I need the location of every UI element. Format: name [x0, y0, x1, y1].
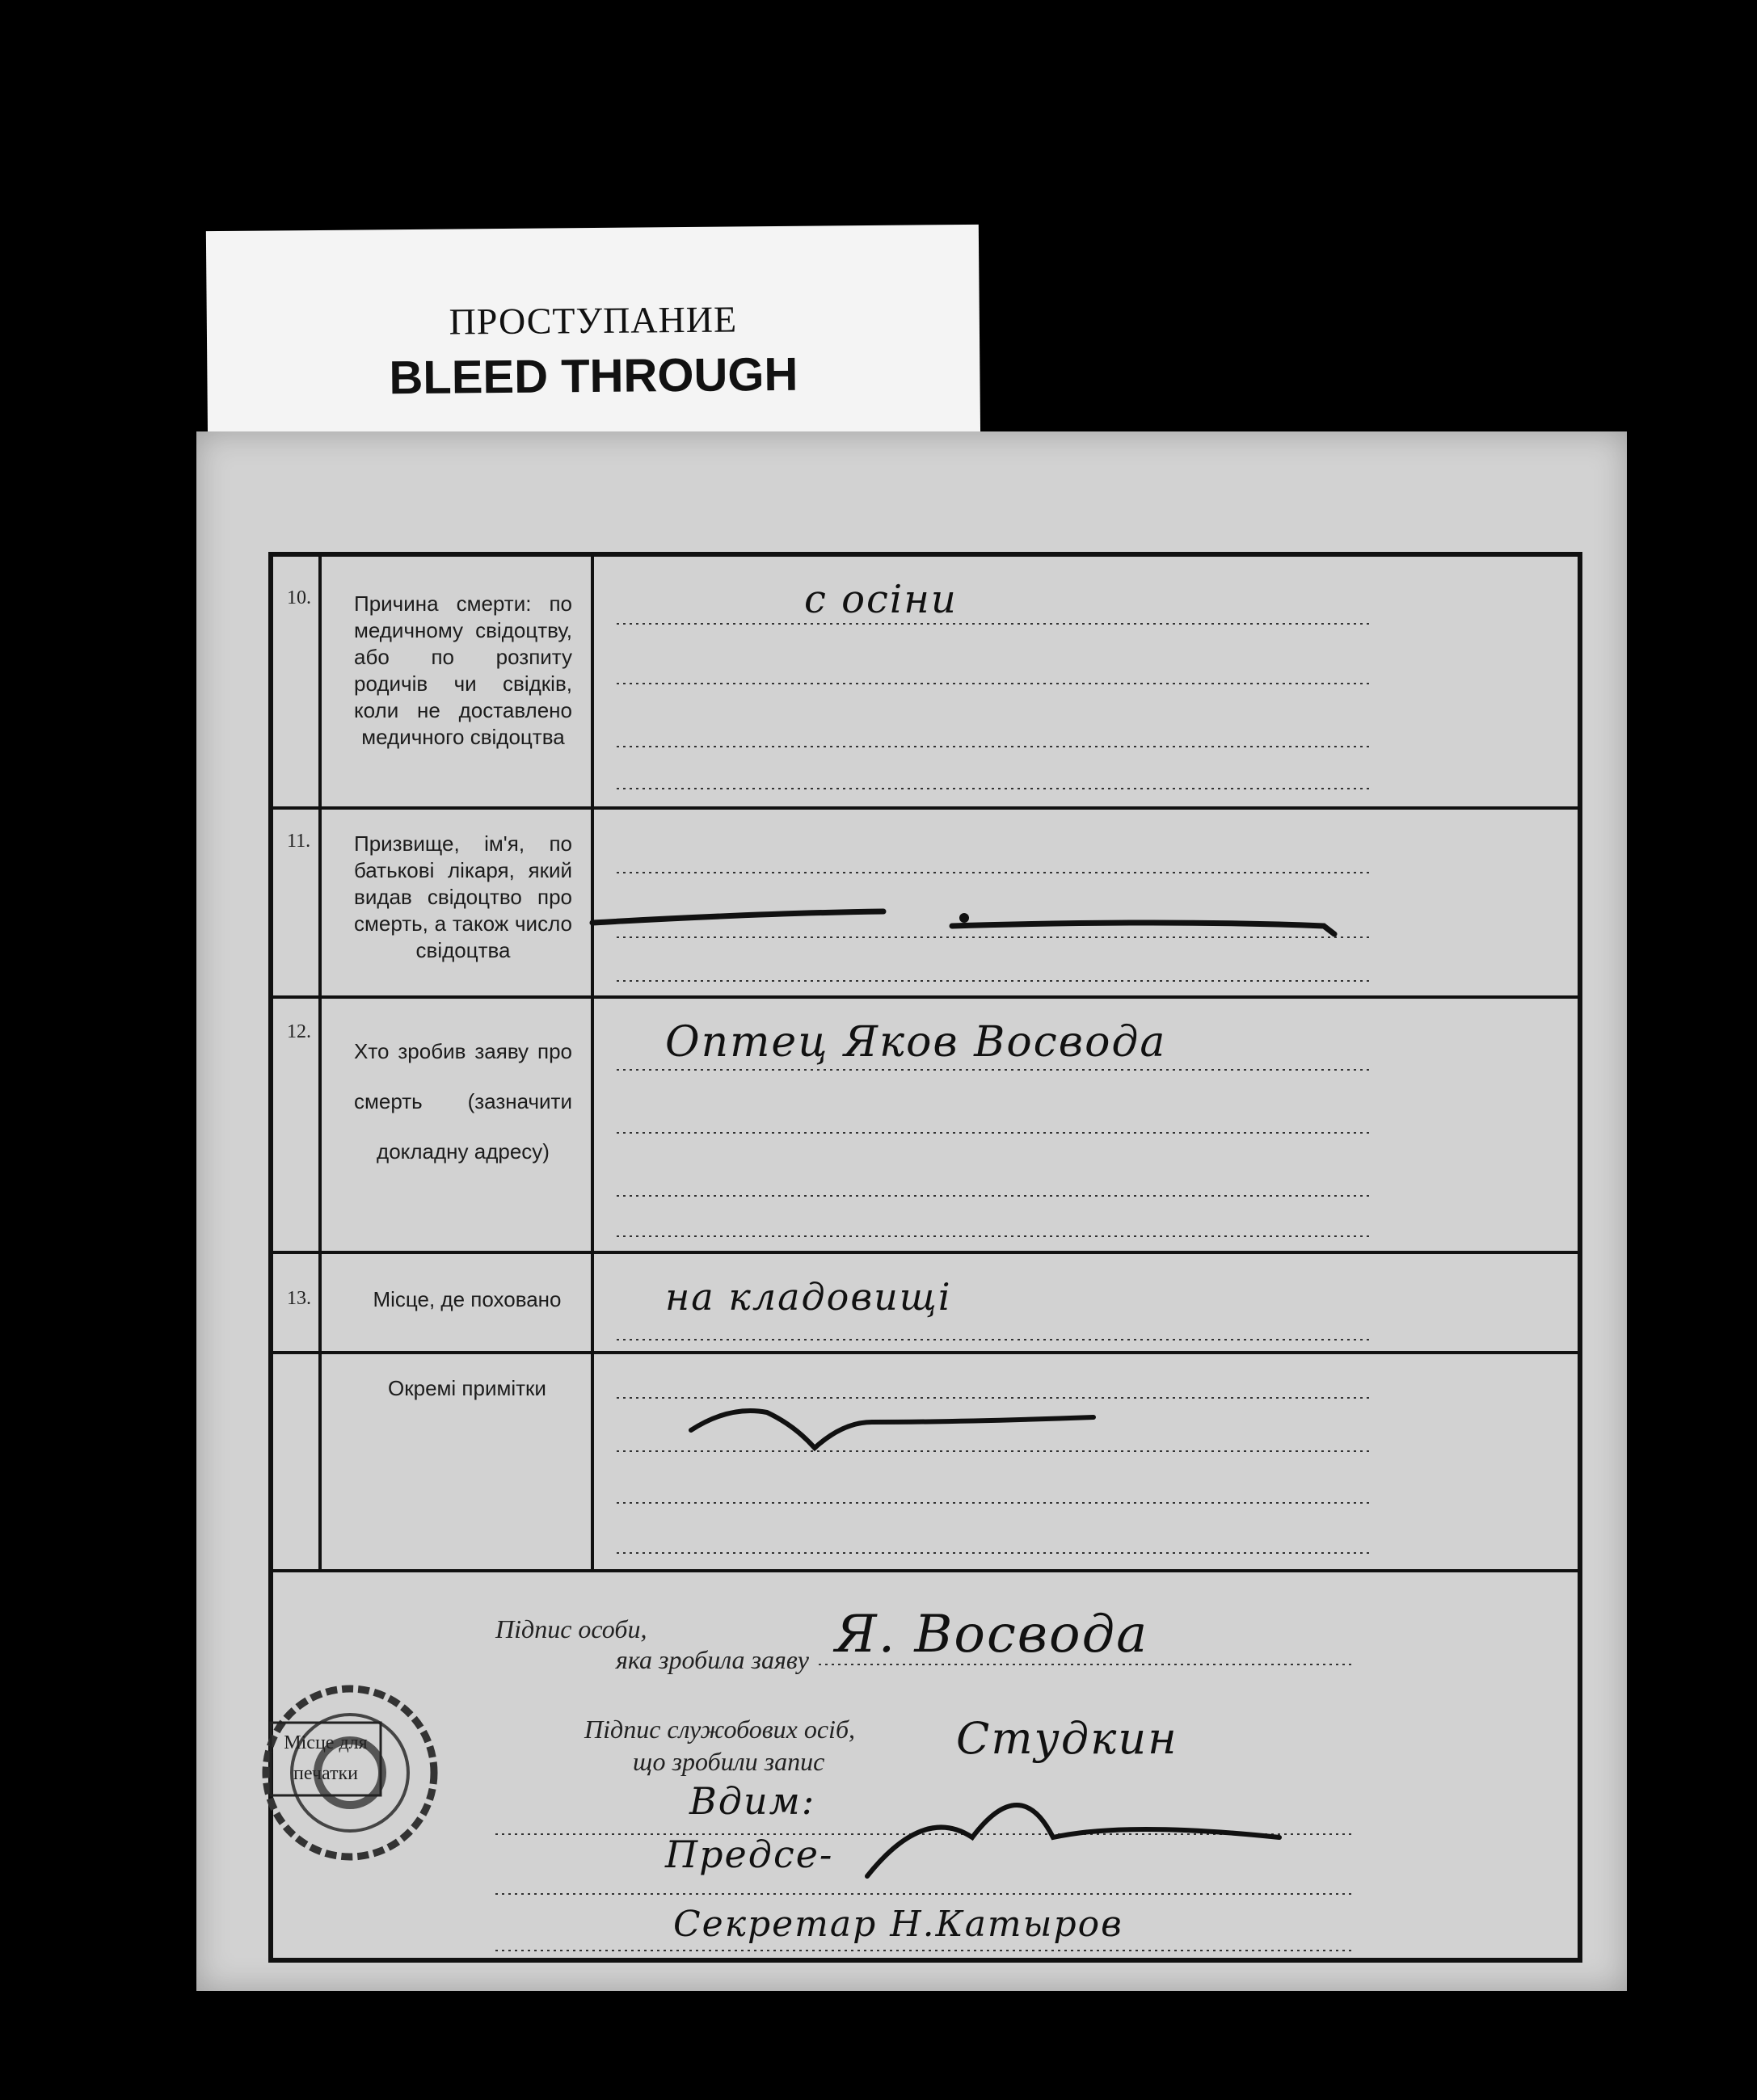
row-10-entry: с осіни	[804, 577, 958, 622]
applicant-signature-label-1: Підпис особи,	[495, 1614, 647, 1643]
officials-signature-label-2: що зробили запис	[633, 1747, 825, 1776]
row-11-number: 11.	[287, 831, 311, 852]
row-13-label: Місце, де поховано	[373, 1287, 562, 1311]
officials-signature-label-1: Підпис служобових осіб,	[584, 1715, 856, 1744]
stamp-place-label-2: печатки	[293, 1763, 358, 1784]
row-10-number: 10.	[287, 587, 311, 608]
official-signature-3: Предсе-	[665, 1833, 834, 1876]
row-13-entry: на кладовищі	[665, 1275, 952, 1319]
notes-label: Окремі примітки	[388, 1376, 546, 1400]
row-12-number: 12.	[287, 1021, 311, 1042]
row-13-number: 13.	[287, 1288, 311, 1309]
bleed-through-notice	[206, 225, 980, 449]
applicant-signature: Я. Восвода	[835, 1605, 1149, 1664]
official-signature-1: Студкин	[956, 1713, 1178, 1764]
stamp-place-label-1: Місце для	[284, 1732, 368, 1753]
notice-title-en: BLEED THROUGH	[389, 347, 798, 405]
row-12-label: Хто зробив заяву про смерть (зазначити докладну адресу)	[354, 1039, 572, 1164]
row-11-label: Призвище, ім'я, по батькові лікаря, який видав свідоцтво про смерть, а також число свідоцтва	[354, 831, 572, 962]
death-record-sheet	[196, 431, 1627, 1991]
applicant-signature-label-2: яка зробила заяву	[616, 1645, 809, 1674]
official-signature-2: Вдим:	[689, 1779, 816, 1823]
row-10-label: Причина смерти: по медичному свідоцтву, або по розпиту родичів чи свідків, коли не доставлено медичного свідоцтва	[354, 591, 572, 749]
notice-title-ru: ПРОСТУПАНИЕ	[449, 298, 738, 343]
row-12-entry: Оптец Яков Восвода	[665, 1018, 1167, 1067]
official-signature-4: Секретар Н.Катыров	[673, 1904, 1123, 1945]
